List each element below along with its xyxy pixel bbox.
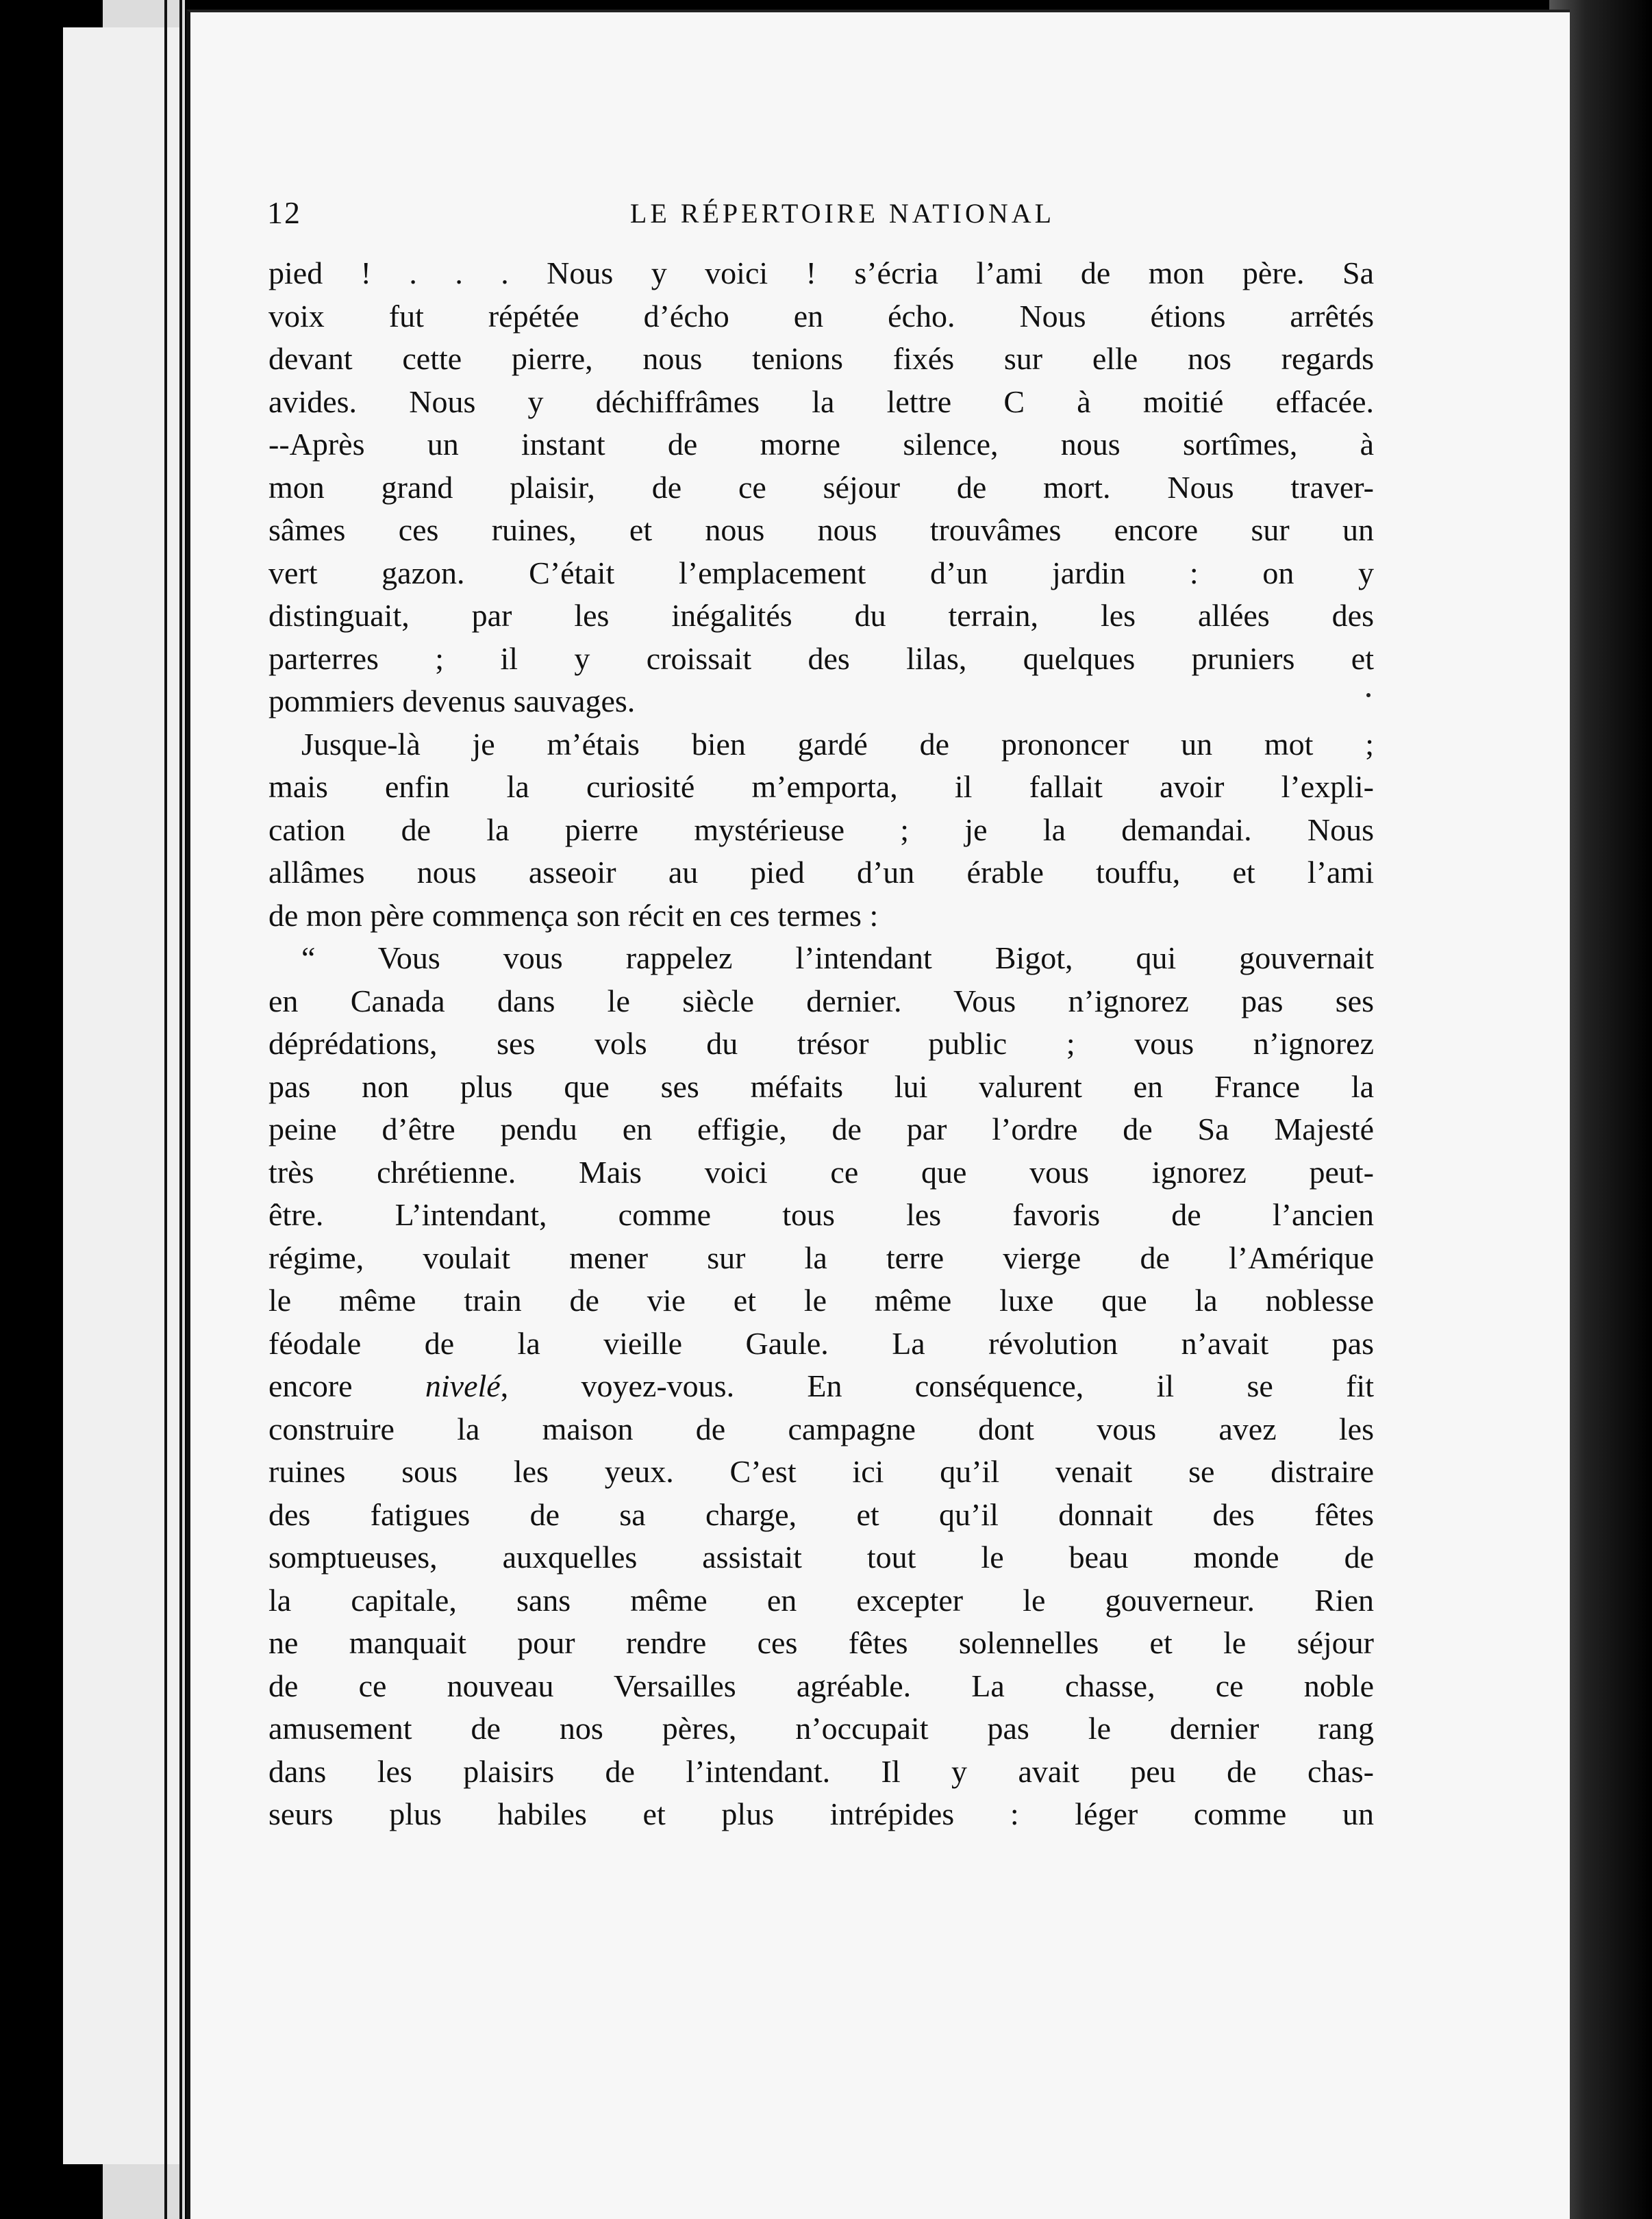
text-line: --Après un instant de morne silence, nous sortîmes, à [268, 427, 1374, 462]
text-line: sâmes ces ruines, et nous nous trouvâmes encore sur un [268, 512, 1374, 547]
body-text [268, 252, 1374, 1836]
text-line: des fatigues de sa charge, et qu’il donnait des fêtes [268, 1496, 1374, 1532]
text-line: “ Vous vous rappelez l’intendant Bigot, qui gouvernait [301, 940, 1374, 975]
text-line: féodale de la vieille Gaule. La révolution n’avait pas [268, 1325, 1374, 1361]
page-stack-edge-inner [63, 27, 179, 2164]
text-line: peine d’être pendu en effigie, de par l’ordre de Sa Majesté [268, 1112, 1374, 1146]
text-line: le même train de vie et le même luxe que la noblesse [268, 1283, 1374, 1318]
text-line: régime, voulait mener sur la terre vierge de l’Amérique [268, 1240, 1374, 1275]
page-edge-line [164, 0, 167, 2219]
text-line: voix fut répétée d’écho en écho. Nous étions arrêtés [268, 298, 1374, 334]
page-edge-line [179, 0, 182, 2219]
text-line: en Canada dans le siècle dernier. Vous n’ignorez pas ses [268, 983, 1374, 1018]
text-line: déprédations, ses vols du trésor public ; vous n’ignorez [268, 1026, 1374, 1061]
text-line: distinguait, par les inégalités du terrain, les allées des [268, 598, 1374, 633]
text-line: allâmes nous asseoir au pied d’un érable touffu, et l’ami [268, 855, 1374, 890]
text-line: de ce nouveau Versailles agréable. La chasse, ce noble [268, 1668, 1374, 1703]
text-line: Jusque-là je m’étais bien gardé de prononcer un mot ; [301, 726, 1374, 762]
text-line: parterres ; il y croissait des lilas, quelques pruniers et [268, 640, 1374, 676]
text-line: encore nivelé, voyez-vous. En conséquence, il se fit [268, 1368, 1374, 1403]
italic-word: nivelé [425, 1368, 501, 1403]
text-line: devant cette pierre, nous tenions fixés sur elle nos regards [268, 341, 1374, 376]
text-line: vert gazon. C’était l’emplacement d’un jardin : on y [268, 555, 1374, 590]
text-line: être. L’intendant, comme tous les favoris de l’ancien [268, 1197, 1374, 1232]
text-line: pied ! . . . Nous y voici ! s’écria l’ami de mon père. Sa [268, 255, 1374, 290]
page-number: 12 [267, 195, 301, 230]
text-line: pommiers devenus sauvages. [268, 684, 636, 718]
text-line: dans les plaisirs de l’intendant. Il y avait peu de chas- [268, 1753, 1374, 1789]
text-line: amusement de nos pères, n’occupait pas le dernier rang [268, 1711, 1374, 1746]
text-line: la capitale, sans même en excepter le gouverneur. Rien [268, 1582, 1374, 1618]
running-title: LE RÉPERTOIRE NATIONAL [629, 198, 1055, 229]
text-line: seurs plus habiles et plus intrépides : léger comme un [268, 1796, 1374, 1831]
text-line: mais enfin la curiosité m’emporta, il fallait avoir l’expli- [268, 769, 1374, 804]
text-line: très chrétienne. Mais voici ce que vous ignorez peut- [268, 1154, 1374, 1190]
text-line: ne manquait pour rendre ces fêtes solennelles et le séjour [268, 1625, 1374, 1660]
text-line: pas non plus que ses méfaits lui valurent en France la [268, 1068, 1374, 1104]
text-line: somptueuses, auxquelles assistait tout le beau monde de [268, 1540, 1374, 1575]
scan-speck [1366, 693, 1371, 697]
running-head [267, 195, 1377, 242]
text-line: construire la maison de campagne dont vous avez les [268, 1411, 1374, 1446]
text-line: avides. Nous y déchiffrâmes la lettre C à moitié effacée. [268, 384, 1374, 419]
text-line: mon grand plaisir, de ce séjour de mort. Nous traver- [268, 469, 1374, 505]
text-line: cation de la pierre mystérieuse ; je la demandai. Nous [268, 812, 1374, 847]
text-line: ruines sous les yeux. C’est ici qu’il venait se distraire [268, 1454, 1374, 1489]
text-line: de mon père commença son récit en ces termes : [268, 897, 879, 933]
